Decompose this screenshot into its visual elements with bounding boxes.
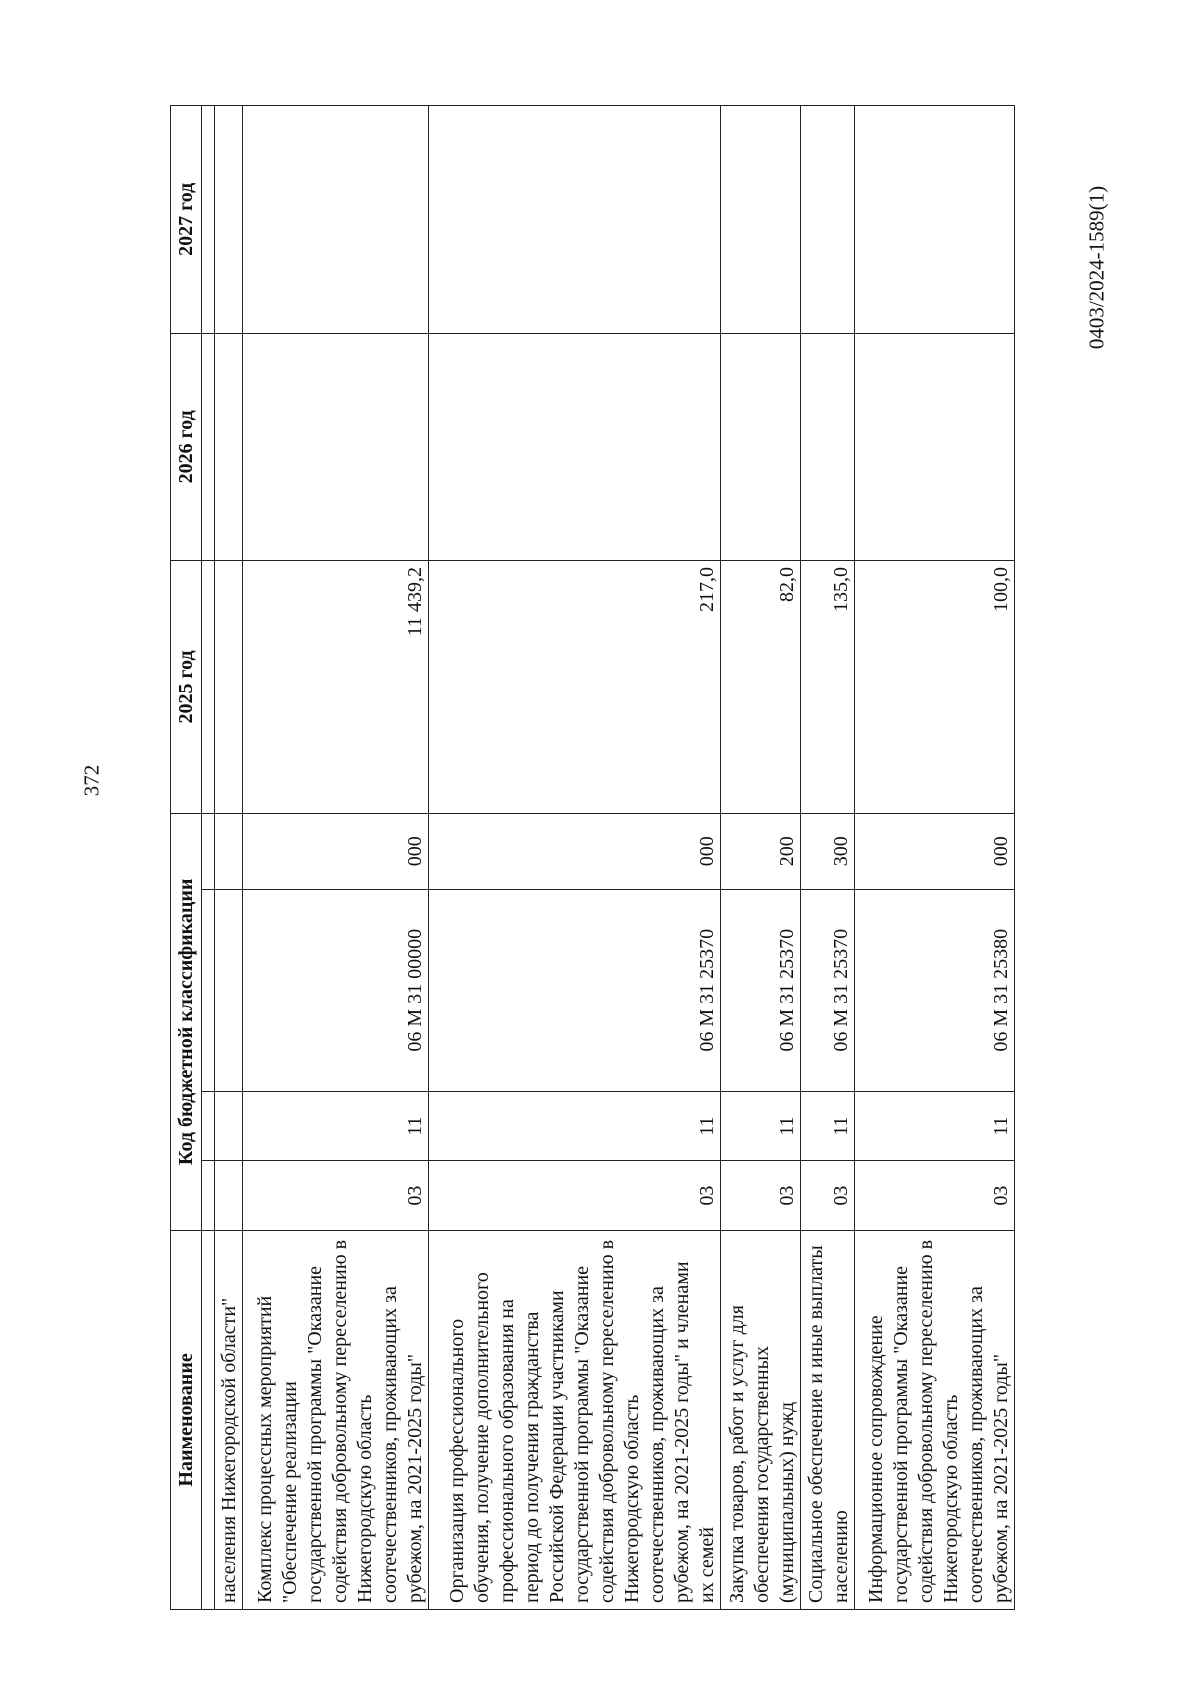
table-row — [720, 106, 800, 1610]
table-row — [428, 106, 720, 1610]
row-value-2025: 217,0 — [428, 561, 720, 814]
row-name: Информационное сопровождение государственной программы "Оказание содействия добровольному переселению в Нижегородскую область соотечественников, проживающих за рубежом, на 2021-2025 годы" — [855, 1230, 1015, 1609]
row-value-2027 — [428, 106, 720, 334]
row-code-target: 06 М 31 25370 — [428, 889, 720, 1091]
row-value-2026 — [215, 333, 243, 560]
row-value-2027 — [215, 106, 243, 334]
row-value-2025: 100,0 — [855, 561, 1015, 814]
row-value-2025 — [215, 561, 243, 814]
row-code-expense-type: 000 — [855, 813, 1015, 889]
row-code-subsection: 11 — [720, 1091, 800, 1161]
table-row — [215, 106, 243, 1610]
table-row — [855, 106, 1015, 1610]
row-value-2026 — [428, 333, 720, 560]
row-code-expense-type: 200 — [720, 813, 800, 889]
row-code-section: 03 — [801, 1161, 855, 1231]
row-value-2025: 82,0 — [720, 561, 800, 814]
document-code: 0403/2024-1589(1) — [1084, 185, 1109, 350]
table-subheader-row — [202, 106, 215, 1610]
row-name: Организация профессионального обучения, получение дополнительного профессионального образования на период до получения гражданства Российской Федерации участниками государственной программы "Оказание содействия добровольному переселению в Нижегородскую область соотечественников, проживающих за рубежом, на 2021-2025 годы" и членами их семей — [428, 1230, 720, 1609]
row-value-2027 — [242, 106, 428, 334]
row-code-expense-type: 000 — [242, 813, 428, 889]
row-value-2026 — [242, 333, 428, 560]
row-value-2026 — [720, 333, 800, 560]
row-code-target — [215, 889, 243, 1091]
row-value-2025: 135,0 — [801, 561, 855, 814]
row-code-subsection — [215, 1091, 243, 1161]
row-value-2027 — [855, 106, 1015, 334]
row-code-target: 06 М 31 25370 — [801, 889, 855, 1091]
row-code-section: 03 — [720, 1161, 800, 1231]
row-code-section: 03 — [428, 1161, 720, 1231]
row-code-expense-type: 000 — [428, 813, 720, 889]
table-row — [242, 106, 428, 1610]
row-code-subsection: 11 — [428, 1091, 720, 1161]
row-value-2027 — [801, 106, 855, 334]
row-value-2025: 11 439,2 — [242, 561, 428, 814]
row-code-subsection: 11 — [855, 1091, 1015, 1161]
budget-table-rotated — [170, 105, 1015, 1610]
row-code-expense-type: 300 — [801, 813, 855, 889]
row-code-section: 03 — [242, 1161, 428, 1231]
row-name: Социальное обеспечение и иные выплаты населению — [801, 1230, 855, 1609]
header-name: Наименование — [171, 1230, 202, 1609]
row-code-expense-type — [215, 813, 243, 889]
header-2025: 2025 год — [171, 561, 202, 814]
header-2027: 2027 год — [171, 106, 202, 334]
table-row — [801, 106, 855, 1610]
row-code-section: 03 — [855, 1161, 1015, 1231]
row-code-target: 06 М 31 25370 — [720, 889, 800, 1091]
header-code: Код бюджетной классификации — [171, 813, 202, 1230]
budget-table — [170, 105, 1015, 1610]
row-code-subsection: 11 — [801, 1091, 855, 1161]
row-name: Комплекс процессных мероприятий "Обеспечение реализации государственной программы "Оказание содействия добровольному переселению в Нижегородскую область соотечественников, проживающих за рубежом, на 2021-2025 годы" — [242, 1230, 428, 1609]
header-2026: 2026 год — [171, 333, 202, 560]
row-code-target: 06 М 31 00000 — [242, 889, 428, 1091]
row-value-2026 — [855, 333, 1015, 560]
row-value-2026 — [801, 333, 855, 560]
row-code-target: 06 М 31 25380 — [855, 889, 1015, 1091]
row-value-2027 — [720, 106, 800, 334]
row-code-section — [215, 1161, 243, 1231]
row-name: Закупка товаров, работ и услуг для обеспечения государственных (муниципальных) нужд — [720, 1230, 800, 1609]
row-code-subsection: 11 — [242, 1091, 428, 1161]
table-header-row — [171, 106, 202, 1610]
page-number: 372 — [79, 764, 104, 797]
row-name: населения Нижегородской области" — [215, 1230, 243, 1609]
